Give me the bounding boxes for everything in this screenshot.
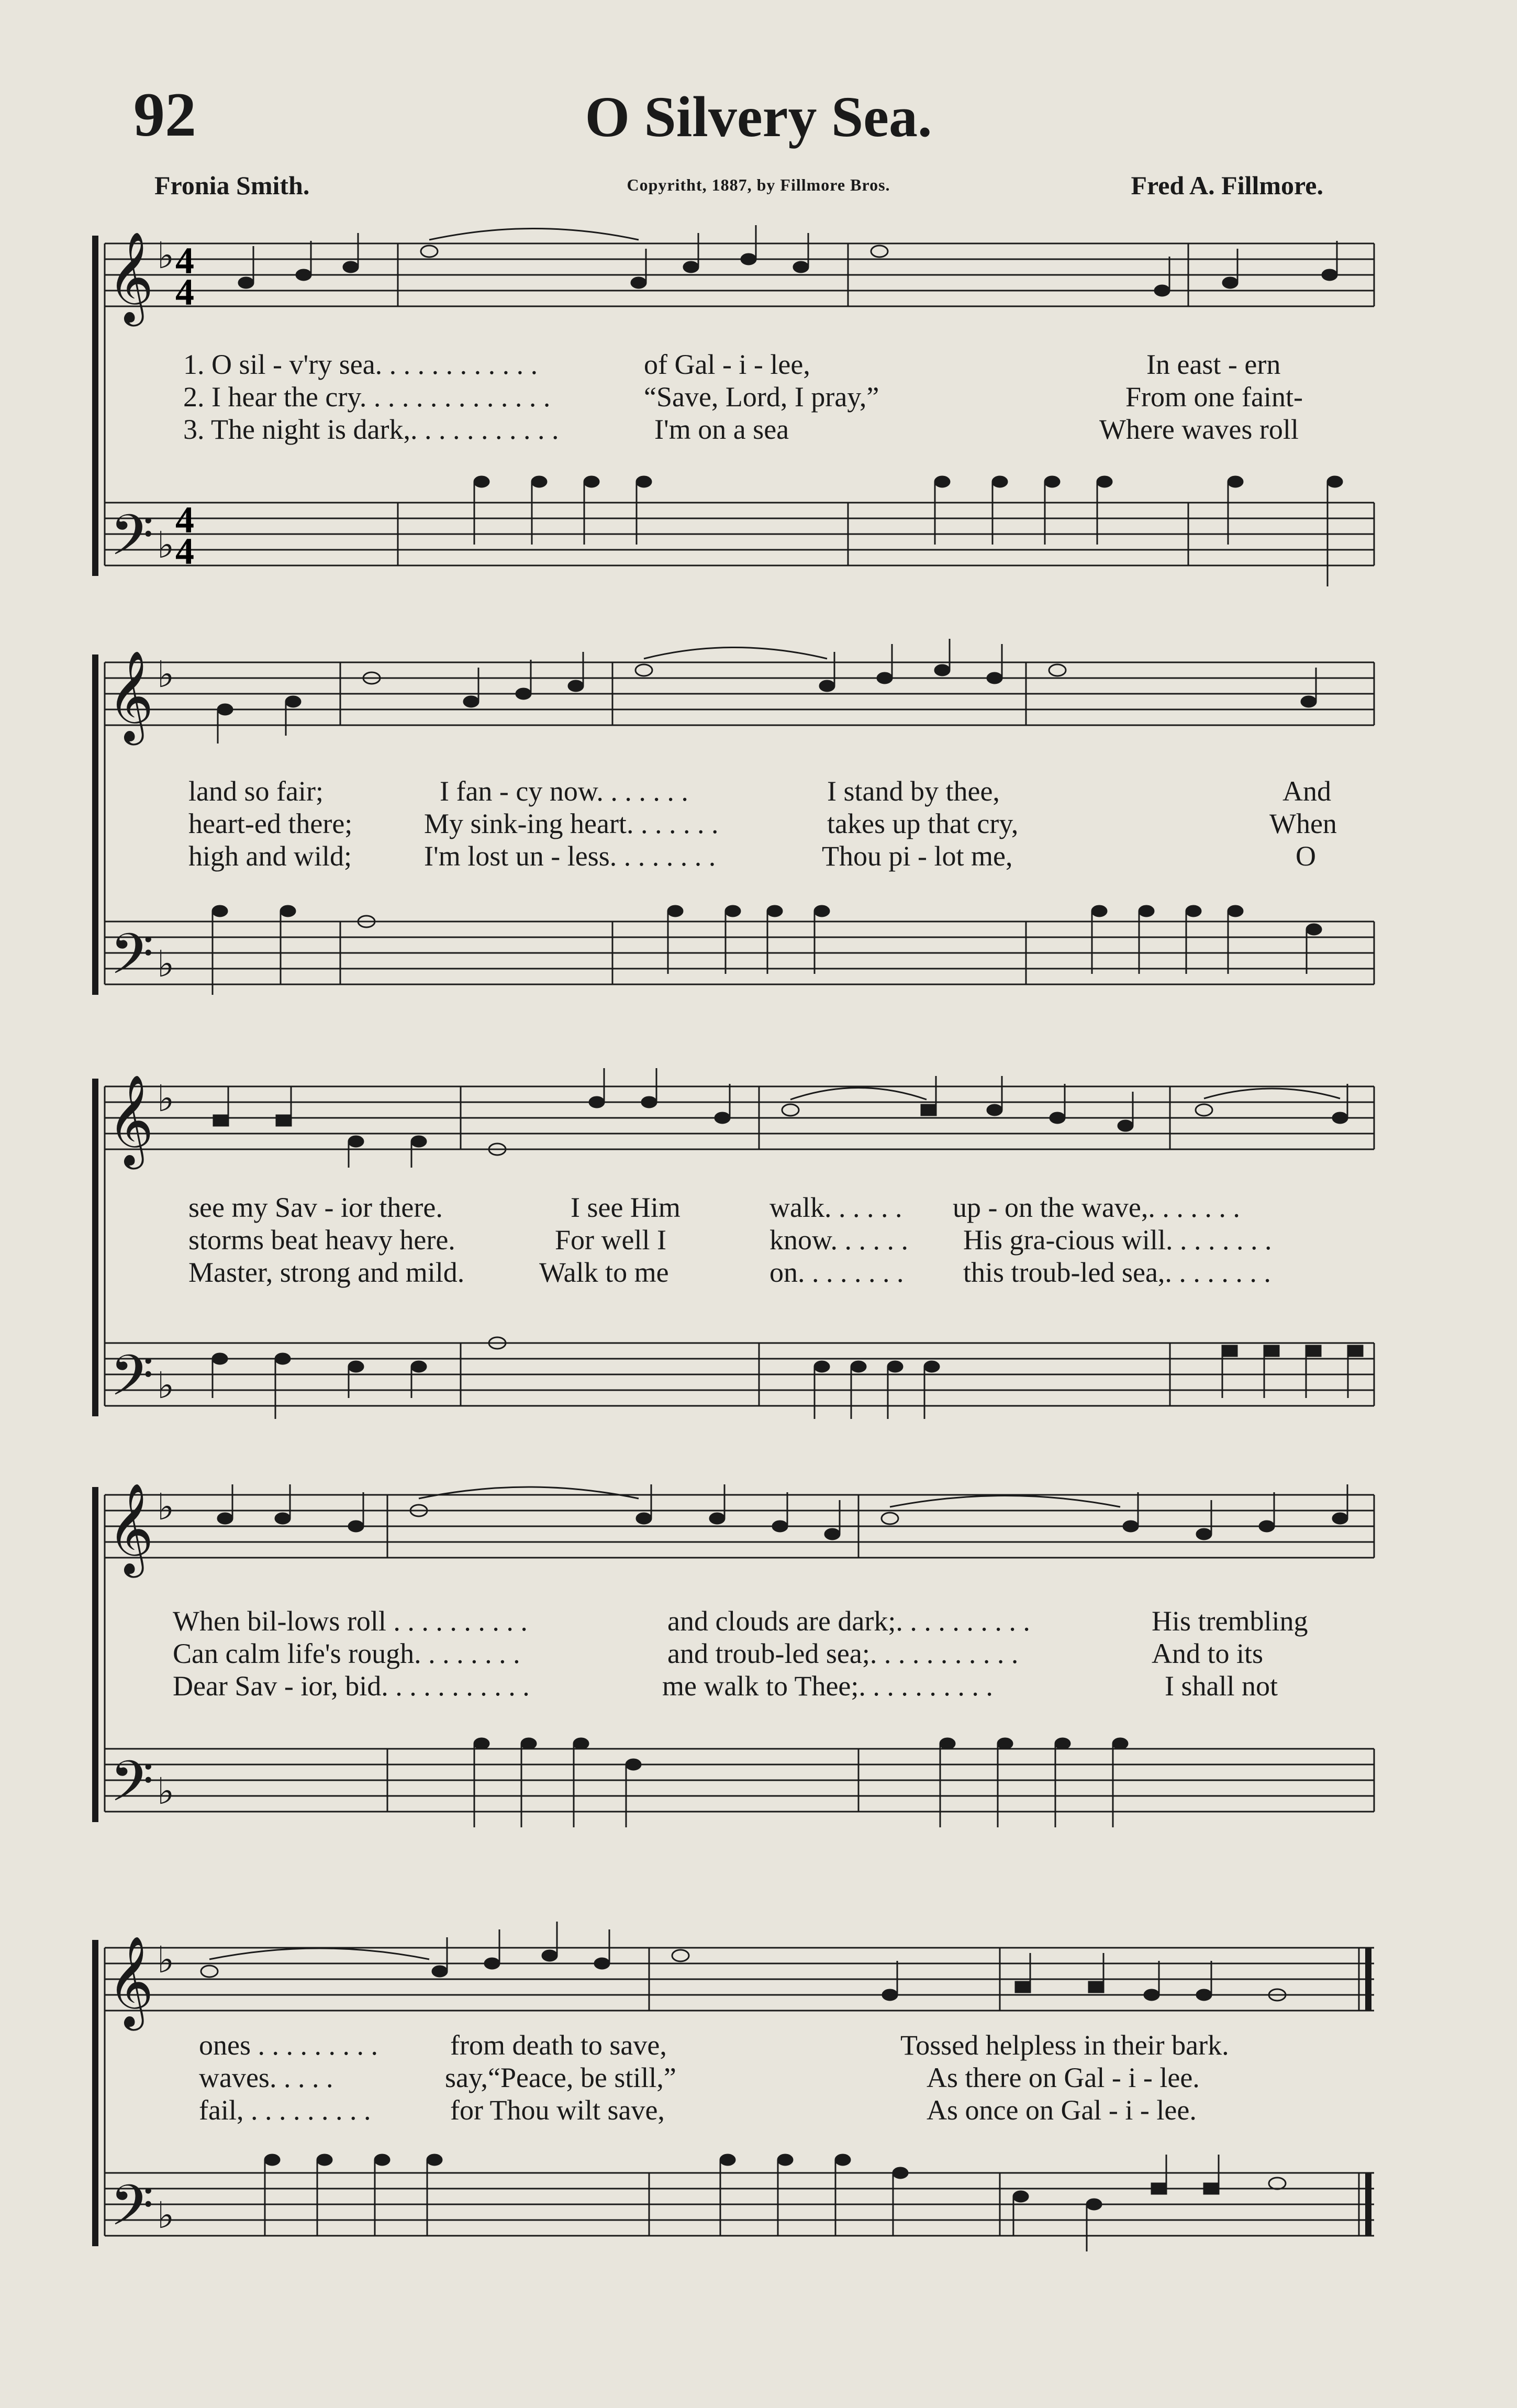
system-brace	[95, 654, 105, 995]
lyric-system2-verse1-b: I fan - cy now. . . . . . .	[440, 775, 688, 807]
time-signature-top: 4	[175, 499, 194, 541]
music-system-4	[0, 1471, 1517, 1848]
lyric-system5-verse2-a: waves. . . . .	[199, 2062, 333, 2093]
lyric-system3-verse3-b: Walk to me	[539, 1257, 669, 1288]
lyric-system4-verse2-b: and troub-led sea;. . . . . . . . . . .	[667, 1638, 1019, 1669]
lyric-system4-verse1-b: and clouds are dark;. . . . . . . . . .	[667, 1605, 1030, 1637]
lyric-system2-verse3-a: high and wild;	[188, 840, 352, 872]
treble-notes	[218, 639, 1316, 744]
lyric-system2-verse1-c: I stand by thee,	[827, 775, 1000, 807]
lyric-system3-verse1-b: I see Him	[571, 1192, 681, 1223]
lyric-system4-verse2-a: Can calm life's rough. . . . . . . .	[173, 1638, 520, 1669]
bass-notes	[474, 1738, 1128, 1827]
lyric-system3-verse2-c: know. . . . . .	[769, 1224, 908, 1256]
lyric-system4-verse1-a: When bil-lows roll . . . . . . . . . .	[173, 1605, 528, 1637]
treble-notes	[239, 225, 1337, 296]
system-brace	[95, 1940, 105, 2246]
composer-credit: Fred A. Fillmore.	[1131, 171, 1323, 200]
treble-staff	[105, 662, 1374, 725]
lyric-system1-verse1-b: of Gal - i - lee,	[644, 349, 810, 380]
flat-key-signature-icon: ♭	[157, 524, 175, 567]
lyric-system5-verse1-a: ones . . . . . . . . .	[199, 2029, 378, 2061]
lyric-system3-verse2-b: For well I	[555, 1224, 666, 1256]
bass-staff	[105, 2173, 1374, 2236]
lyric-system4-verse3-c: I shall not	[1165, 1670, 1278, 1702]
system-brace	[95, 1487, 105, 1822]
music-system-1	[0, 220, 1517, 597]
treble-clef-icon: 𝄞	[107, 1936, 154, 2027]
flat-key-signature-icon: ♭	[157, 1938, 175, 1981]
treble-staff	[105, 1086, 1374, 1149]
lyric-system4-verse3-b: me walk to Thee;. . . . . . . . . .	[662, 1670, 993, 1702]
treble-notes	[201, 1922, 1286, 2001]
bass-staff	[105, 503, 1374, 565]
time-signature-top: 4	[175, 240, 194, 282]
lyric-system5-verse3-a: fail, . . . . . . . . .	[199, 2094, 371, 2126]
treble-staff	[105, 1495, 1374, 1558]
lyric-system5-verse3-c: As once on Gal - i - lee.	[927, 2094, 1197, 2126]
lyric-system3-verse1-a: see my Sav - ior there.	[188, 1192, 443, 1223]
bass-notes	[213, 1337, 1363, 1419]
lyric-system3-verse3-a: Master, strong and mild.	[188, 1257, 465, 1288]
lyric-system2-verse2-b: My sink-ing heart. . . . . . .	[424, 808, 719, 839]
treble-clef-icon: 𝄞	[107, 1074, 154, 1166]
bass-clef-icon: 𝄢	[110, 1342, 154, 1422]
lyric-system2-verse2-d: When	[1269, 808, 1337, 839]
lyric-system5-verse2-b: say,“Peace, be still,”	[445, 2062, 676, 2093]
lyric-system1-verse2-b: “Save, Lord, I pray,”	[644, 381, 879, 413]
flat-key-signature-icon: ♭	[157, 1364, 175, 1407]
lyric-system1-verse1-a: 1. O sil - v'ry sea. . . . . . . . . . . .	[183, 349, 538, 380]
flat-key-signature-icon: ♭	[157, 1485, 175, 1528]
lyric-system4-verse3-a: Dear Sav - ior, bid. . . . . . . . . . .	[173, 1670, 530, 1702]
lyric-system1-verse3-a: 3. The night is dark,. . . . . . . . . . .	[183, 414, 559, 445]
bass-clef-icon: 𝄢	[110, 921, 154, 1001]
lyric-system5-verse3-b: for Thou wilt save,	[450, 2094, 665, 2126]
bass-notes	[265, 2155, 1286, 2251]
lyric-system2-verse2-a: heart-ed there;	[188, 808, 353, 839]
lyric-system3-verse3-d: this troub-led sea,. . . . . . . .	[963, 1257, 1271, 1288]
music-system-2	[0, 639, 1517, 1016]
lyric-system5-verse1-c: Tossed helpless in their bark.	[900, 2029, 1229, 2061]
lyric-system3-verse2-d: His gra-cious will. . . . . . . .	[963, 1224, 1272, 1256]
lyric-system1-verse2-c: From one faint-	[1125, 381, 1303, 413]
bass-staff	[105, 922, 1374, 984]
lyric-system4-verse1-c: His trembling	[1152, 1605, 1308, 1637]
lyric-system3-verse2-a: storms beat heavy here.	[188, 1224, 455, 1256]
bass-clef-icon: 𝄢	[110, 1748, 154, 1828]
lyric-system1-verse3-b: I'm on a sea	[654, 414, 789, 445]
treble-staff	[105, 1948, 1374, 2011]
lyric-system2-verse3-b: I'm lost un - less. . . . . . . .	[424, 840, 716, 872]
lyric-system2-verse2-c: takes up that cry,	[827, 808, 1019, 839]
lyric-system2-verse3-c: Thou pi - lot me,	[822, 840, 1013, 872]
lyric-system1-verse2-a: 2. I hear the cry. . . . . . . . . . . . . .	[183, 381, 551, 413]
bass-staff	[105, 1343, 1374, 1406]
flat-key-signature-icon: ♭	[157, 942, 175, 985]
lyric-system4-verse2-c: And to its	[1152, 1638, 1264, 1669]
flat-key-signature-icon: ♭	[157, 1077, 175, 1120]
lyric-system2-verse1-d: And	[1282, 775, 1331, 807]
lyric-system3-verse1-d: up - on the wave,. . . . . . .	[953, 1192, 1240, 1223]
lyric-system5-verse2-c: As there on Gal - i - lee.	[927, 2062, 1200, 2093]
time-signature-bottom: 4	[175, 530, 194, 572]
system-brace	[95, 236, 105, 576]
hymn-title: O Silvery Sea.	[585, 85, 932, 149]
bass-clef-icon: 𝄢	[110, 2172, 154, 2252]
flat-key-signature-icon: ♭	[157, 1770, 175, 1813]
system-brace	[95, 1079, 105, 1416]
treble-staff	[105, 243, 1374, 306]
lyric-system3-verse3-c: on. . . . . . . .	[769, 1257, 904, 1288]
treble-clef-icon: 𝄞	[107, 650, 154, 741]
bass-notes	[474, 476, 1342, 586]
music-system-5	[0, 1869, 1517, 2267]
lyric-system5-verse1-b: from death to save,	[450, 2029, 667, 2061]
bass-notes	[213, 906, 1321, 995]
page-number: 92	[133, 80, 196, 149]
flat-key-signature-icon: ♭	[157, 653, 175, 696]
bass-staff	[105, 1749, 1374, 1812]
treble-clef-icon: 𝄞	[107, 231, 154, 323]
lyric-system2-verse1-a: land so fair;	[188, 775, 324, 807]
lyric-system1-verse3-c: Where waves roll	[1099, 414, 1299, 445]
time-signature-bottom: 4	[175, 271, 194, 313]
treble-clef-icon: 𝄞	[107, 1483, 154, 1574]
flat-key-signature-icon: ♭	[157, 234, 175, 277]
music-system-3	[0, 1063, 1517, 1440]
lyric-system2-verse3-d: O	[1296, 840, 1316, 872]
lyric-system3-verse1-c: walk. . . . . .	[769, 1192, 902, 1223]
flat-key-signature-icon: ♭	[157, 2194, 175, 2237]
lyric-system1-verse1-c: In east - ern	[1146, 349, 1281, 380]
lyricist-credit: Fronia Smith.	[154, 171, 310, 200]
bass-clef-icon: 𝄢	[110, 502, 154, 582]
copyright-notice: Copyritht, 1887, by Fillmore Bros.	[627, 175, 890, 194]
